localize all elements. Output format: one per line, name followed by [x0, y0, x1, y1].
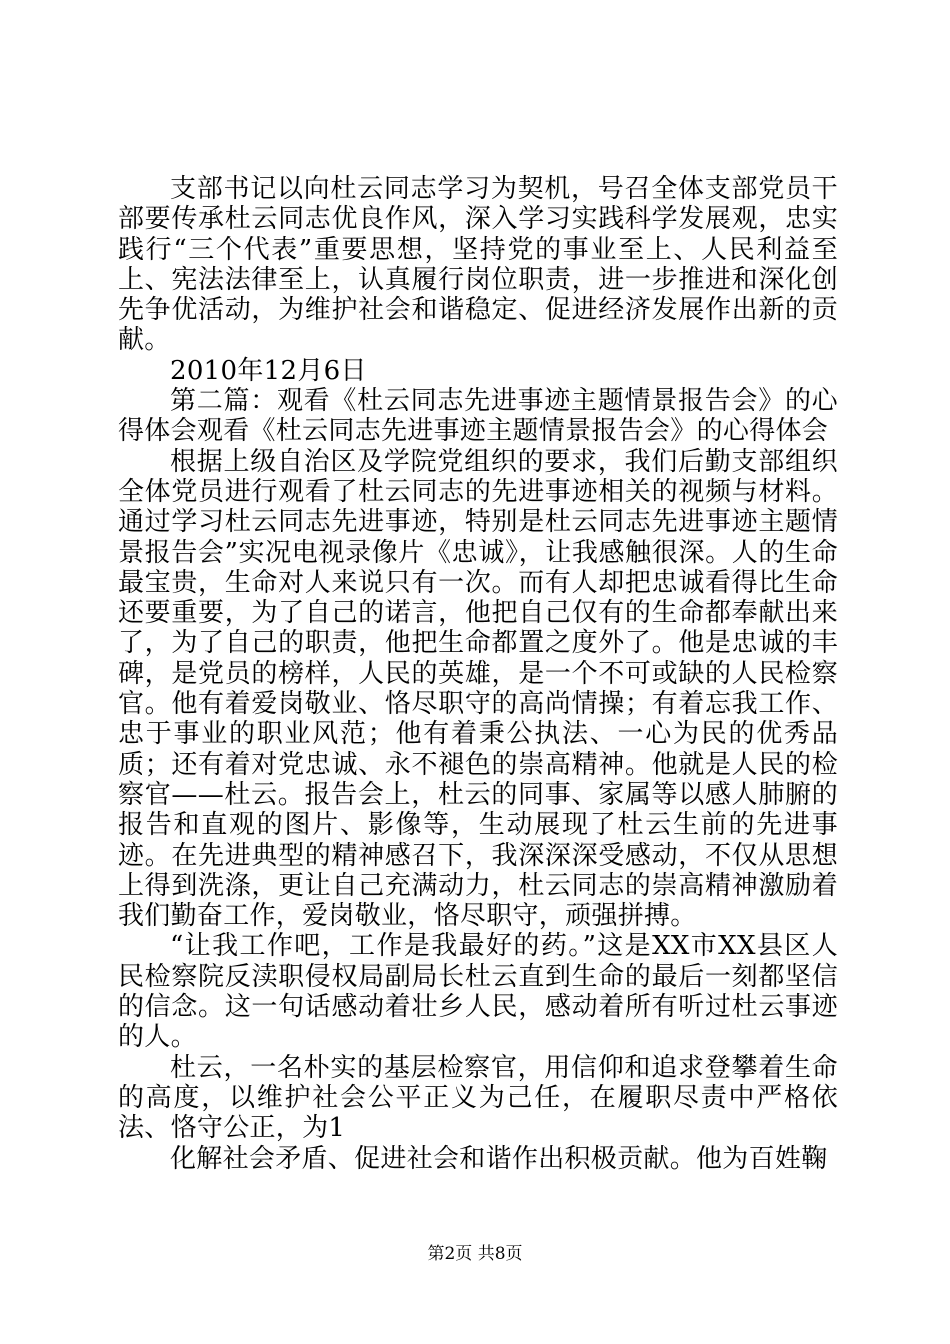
document-body [118, 174, 838, 1174]
page-footer: 第2页 共8页 [427, 1244, 523, 1264]
paragraph-date: 2010年12月6日 [170, 355, 367, 386]
paragraph-continuation: 化解社会矛盾、促进社会和谐作出积极贡献。他为百姓鞠 [170, 1143, 828, 1174]
paragraph-party-branch-call: 支部书记以向杜云同志学习为契机，号召全体支部党员干部要传承杜云同志优良作风，深入学习实践科学发展观，忠实践行“三个代表”重要思想，坚持党的事业至上、人民利益至上、宪法法律至上，认真履行岗位职责，进一步推进和深化创先争优活动，为维护社会和谐稳定、促进经济发展作出新的贡献。 [118, 174, 838, 356]
paragraph-second-article-title: 第二篇：观看《杜云同志先进事迹主题情景报告会》的心得体会观看《杜云同志先进事迹主题情景报告会》的心得体会 [118, 386, 838, 447]
paragraph-du-yun-intro: 杜云，一名朴实的基层检察官，用信仰和追求登攀着生命的高度，以维护社会公平正义为己任，在履职尽责中严格依法、恪守公正，为1 [118, 1052, 838, 1144]
paragraph-quote: “让我工作吧，工作是我最好的药。”这是XX市XX县区人民检察院反渎职侵权局副局长杜云直到生命的最后一刻都坚信的信念。这一句话感动着壮乡人民，感动着所有听过杜云事迹的人。 [118, 931, 838, 1053]
paragraph-viewing-report: 根据上级自治区及学院党组织的要求，我们后勤支部组织全体党员进行观看了杜云同志的先进事迹相关的视频与材料。通过学习杜云同志先进事迹，特别是杜云同志先进事迹主题情景报告会”实况电视录像片《忠诚》，让我感触很深。人的生命最宝贵，生命对人来说只有一次。而有人却把忠诚看得比生命还要重要，为了自己的诺言，他把自己仅有的生命都奉献出来了，为了自己的职责，他把生命都置之度外了。他是忠诚的丰碑，是党员的榜样，人民的英雄，是一个不可或缺的人民检察官。他有着爱岗敬业、恪尽职守的高尚情操；有着忘我工作、忠于事业的职业风范；他有着秉公执法、一心为民的优秀品质；还有着对党忠诚、永不褪色的崇高精神。他就是人民的检察官——杜云。报告会上，杜云的同事、家属等以感人肺腑的报告和直观的图片、影像等，生动展现了杜云生前的先进事迹。在先进典型的精神感召下，我深深深受感动，不仅从思想上得到洗涤，更让自己充满动力，杜云同志的崇高精神激励着我们勤奋工作，爱岗敬业，恪尽职守，顽强拼搏。 [118, 446, 838, 932]
